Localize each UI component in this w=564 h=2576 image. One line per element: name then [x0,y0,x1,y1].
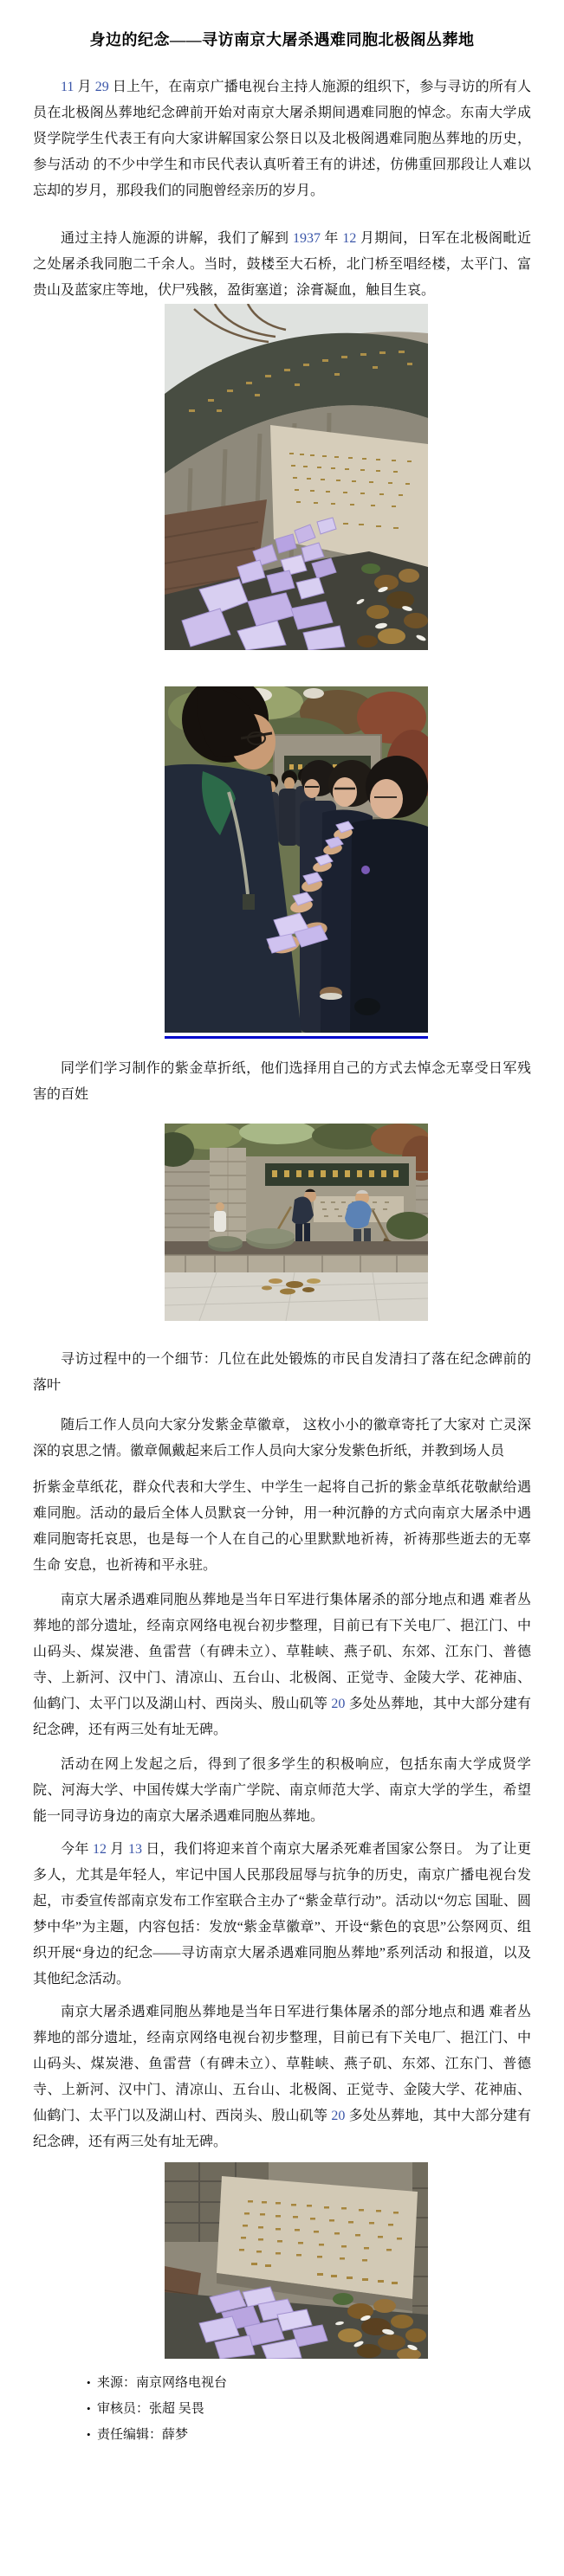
footer-item-editor [87,2426,531,2444]
bullet-icon: • [87,2376,91,2390]
photo-memorial-wall-flowers-illustration [165,304,428,650]
article-footer [87,2374,531,2444]
footer-item-source [87,2374,531,2392]
article-paragraph-1: 11 月 29 日上午，在南京广播电视台主持人施源的组织下，参与寻访的所有人员在北极阁丛葬地纪念碑前开始对南京大屠杀期间遇难同胞的悼念。东南大学成贤学院学生代表王有向大家讲解国家公祭日以及北极阁遇难同胞丛葬地的历史，参与活动 的不少中学生和市民代表认真听着王有的讲述，仿佛重回那段让人难以忘却的岁月，那段我们的同胞曾经亲历的岁月。 [33,80,531,199]
footer-reviewers-text: 审核员：张超 吴畏 [97,2402,204,2417]
photo-sweeping-gate-illustration [165,1124,428,1321]
photo-memorial-wall-flowers [165,304,428,650]
footer-source-text: 来源：南京网络电视台 [97,2376,228,2391]
article-paragraph-detail: 寻访过程中的一个细节：几位在此处锻炼的市民自发清扫了落在纪念碑前的落叶 [33,1352,531,1394]
article-paragraph-sites: 南京大屠杀遇难同胞丛葬地是当年日军进行集体屠杀的部分地点和遇 难者丛葬地的部分遗址，经南京网络电视台初步整理，目前已有下关电厂、挹江门、中山码头、煤炭港、鱼雷营（有碑未立）、草鞋峡、燕子矶、东郊、江东门、普德寺、上新河、汉中门、清凉山、五台山、北极阁、正觉寺、金陵大学、花神庙、仙鹤门、太平门以及湖山村、西岗头、殷山矶等 20 多处丛葬地，其中大部分建有 纪念碑，还有两三处有址无碑。 [33,1593,531,1738]
footer-item-reviewers [87,2400,531,2418]
article-paragraph-action: 今年 12 月 13 日，我们将迎来首个南京大屠杀死难者国家公祭日。 为了让更多人，尤其是年轻人，牢记中国人民那段屈辱与抗争的历史，南京广播电视台发起，市委宣传部南京发布工作室联合主办了“紫金草行动”。活动以“勿忘 国耻、圆梦中华”为主题，内容包括：发放“紫金草徽章”、开设“紫色的哀思”公祭网页、组织开展“身边的纪念——寻访南京大屠杀遇难同胞丛葬地”系列活动 和报道，以及其他纪念活动。 [33,1842,531,1987]
footer-editor-text: 责任编辑：薛梦 [97,2428,189,2443]
bullet-icon: • [87,2428,91,2442]
photo-inscription-flowers [165,2162,428,2359]
article-paragraph-sites-repeat: 南京大屠杀遇难同胞丛葬地是当年日军进行集体屠杀的部分地点和遇 难者丛葬地的部分遗址，经南京网络电视台初步整理，目前已有下关电厂、挹江门、中山码头、煤炭港、鱼雷营（有碑未立）、草鞋峡、燕子矶、东郊、江东门、普德寺、上新河、汉中门、清凉山、五台山、北极阁、正觉寺、金陵大学、花神庙、仙鹤门、太平门以及湖山村、西岗头、殷山矶等 20 多处丛葬地，其中大部分建有 纪念碑，还有两三处有址无碑。 [33,2005,531,2150]
article-paragraph-2: 通过主持人施源的讲解，我们了解到 1937 年 12 月期间，日军在北极阁毗近之处屠杀我同胞二千余人。当时，鼓楼至大石桥，北门桥至唱经楼，太平门、富贵山及蓝家庄等地，伏尸残骸，盈街塞道；涂膏凝血，触目生哀。 [33,231,531,299]
bullet-icon: • [87,2402,91,2416]
article-title: 身边的纪念——寻访南京大屠杀遇难同胞北极阁丛葬地 [89,31,475,49]
photo-students-origami[interactable] [165,686,428,1033]
photo-caption-origami: 同学们学习制作的紫金草折纸，他们选择用自己的方式去悼念无辜受日军残害的百姓 [33,1061,531,1103]
article-paragraph-response: 活动在网上发起之后，得到了很多学生的积极响应，包括东南大学成贤学院、河海大学、中国传媒大学南广学院、南京师范大学、南京大学的学生，希望能一同寻访身边的南京大屠杀遇难同胞丛葬地。 [33,1757,531,1825]
article-paragraph-badge-b: 折紫金草纸花，群众代表和大学生、中学生一起将自己折的紫金草纸花敬献给遇难同胞。活动的最后全体人员默哀一分钟，用一种沉静的方式向南京大屠杀中遇难同胞寄托哀思，也是每一个人在自己的心里默默地祈祷，祈祷那些逝去的无辜生命 安息，也祈祷和平永驻。 [33,1480,531,1574]
photo-sweeping-gate [165,1124,428,1321]
photo-students-origami-illustration [165,686,428,1033]
photo-inscription-flowers-illustration [165,2162,428,2359]
article-paragraph-badge-a: 随后工作人员向大家分发紫金草徽章， 这枚小小的徽章寄托了大家对 亡灵深深的哀思之情。徽章佩戴起来后工作人员向大家分发紫色折纸，并教到场人员 [33,1418,531,1459]
photo-link-underline [165,1036,428,1039]
